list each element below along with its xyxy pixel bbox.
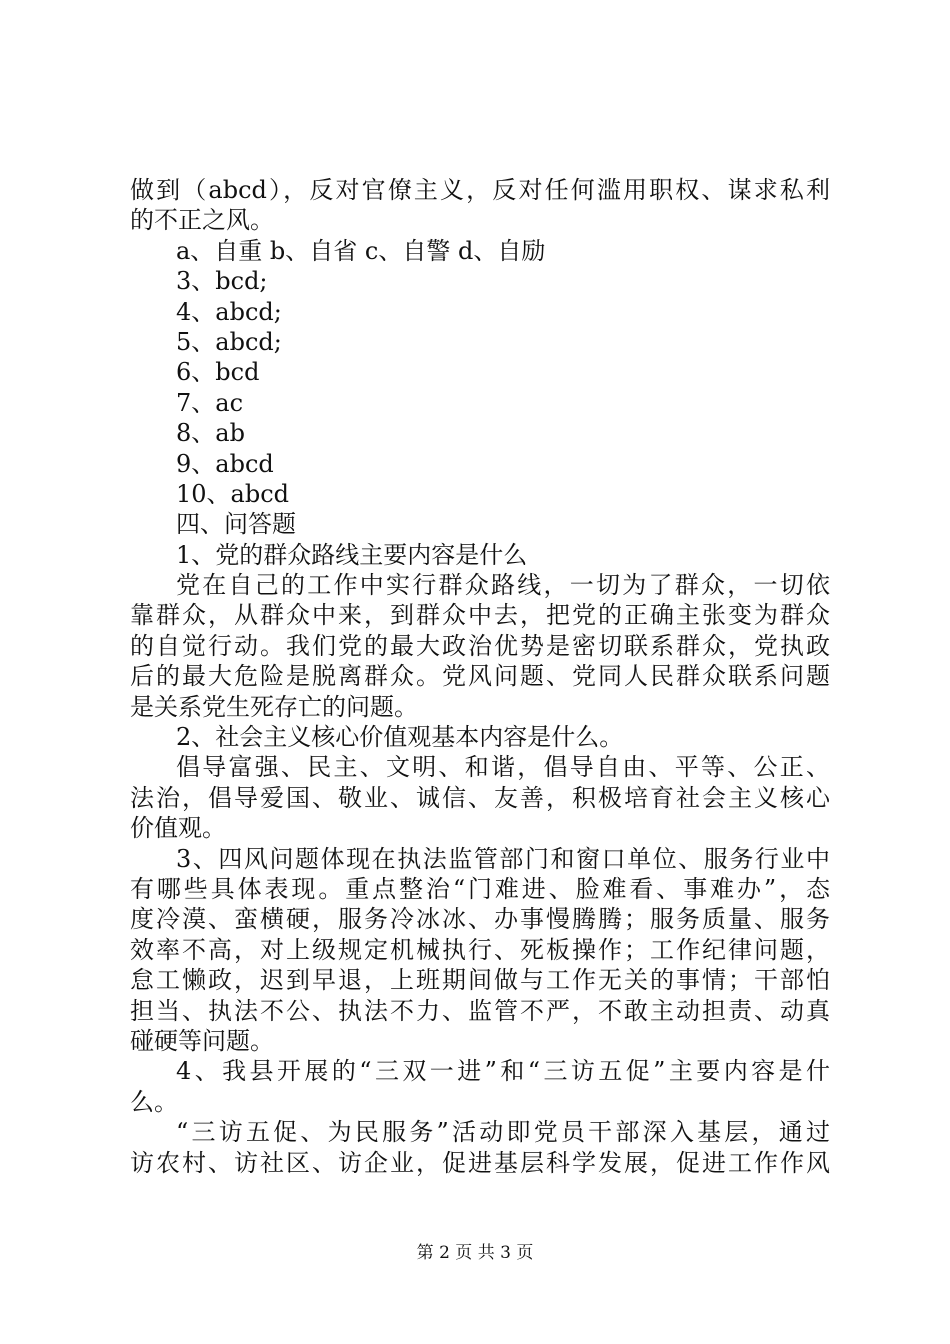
text-line: 碰硬等问题。: [130, 1026, 274, 1055]
text-line: 7、ac: [176, 388, 244, 417]
text-line: 9、abcd: [176, 449, 274, 478]
text-line: 的不正之风。: [130, 206, 274, 235]
text-line: 靠群众，从群众中来，到群众中去，把党的正确主张变为群众: [130, 601, 830, 630]
text-line: 后的最大危险是脱离群众。党风问题、党同人民群众联系问题: [130, 662, 830, 691]
text-line: a、自重 b、自省 c、自警 d、自励: [176, 236, 546, 265]
question-heading: 2、社会主义核心价值观基本内容是什么。: [176, 723, 624, 752]
text-line: 担当、执法不公、执法不力、监管不严，不敢主动担责、动真: [130, 996, 830, 1025]
text-line: 有哪些具体表现。重点整治“门难进、脸难看、事难办”，态: [130, 874, 830, 903]
text-line: 倡导富强、民主、文明、和谐，倡导自由、平等、公正、: [176, 753, 830, 782]
text-line: 访农村、访社区、访企业，促进基层科学发展，促进工作作风: [130, 1148, 830, 1177]
text-line: 5、abcd;: [176, 327, 282, 356]
page-footer: [0, 1241, 950, 1265]
text-line: 价值观。: [130, 814, 226, 843]
page-number: 第 2 页 共 3 页: [416, 1243, 534, 1263]
text-line: 8、ab: [176, 419, 245, 448]
text-line: 度冷漠、蛮横硬，服务冷冰冰、办事慢腾腾；服务质量、服务: [130, 905, 830, 934]
text-line: 做到（abcd），反对官僚主义，反对任何滥用职权、谋求私利: [130, 176, 830, 204]
question-heading: 3、四风问题体现在执法监管部门和窗口单位、服务行业中: [176, 844, 830, 873]
text-line: 效率不高，对上级规定机械执行、死板操作；工作纪律问题，: [130, 935, 830, 964]
text-line: “三访五促、为民服务”活动即党员干部深入基层，通过: [176, 1118, 830, 1147]
text-line: 党在自己的工作中实行群众路线，一切为了群众，一切依: [176, 571, 830, 600]
text-line: 怠工懒政，迟到早退，上班期间做与工作无关的事情；干部怕: [130, 966, 830, 995]
text-line: 是关系党生死存亡的问题。: [130, 692, 418, 721]
text-line: 6、bcd: [176, 358, 260, 387]
text-line: 法治，倡导爱国、敬业、诚信、友善，积极培育社会主义核心: [130, 783, 830, 812]
text-line: 的自觉行动。我们党的最大政治优势是密切联系群众，党执政: [130, 631, 830, 660]
text-line: 3、bcd;: [176, 267, 268, 296]
section-heading: 四、问答题: [176, 510, 296, 539]
question-heading: 4、我县开展的“三双一进”和“三访五促”主要内容是什: [176, 1057, 830, 1086]
text-line: 4、abcd;: [176, 297, 282, 326]
document-body: [130, 175, 830, 1178]
text-line: 10、abcd: [176, 479, 290, 508]
question-heading: 1、党的群众路线主要内容是什么: [176, 540, 528, 569]
text-line: 么。: [130, 1087, 178, 1116]
